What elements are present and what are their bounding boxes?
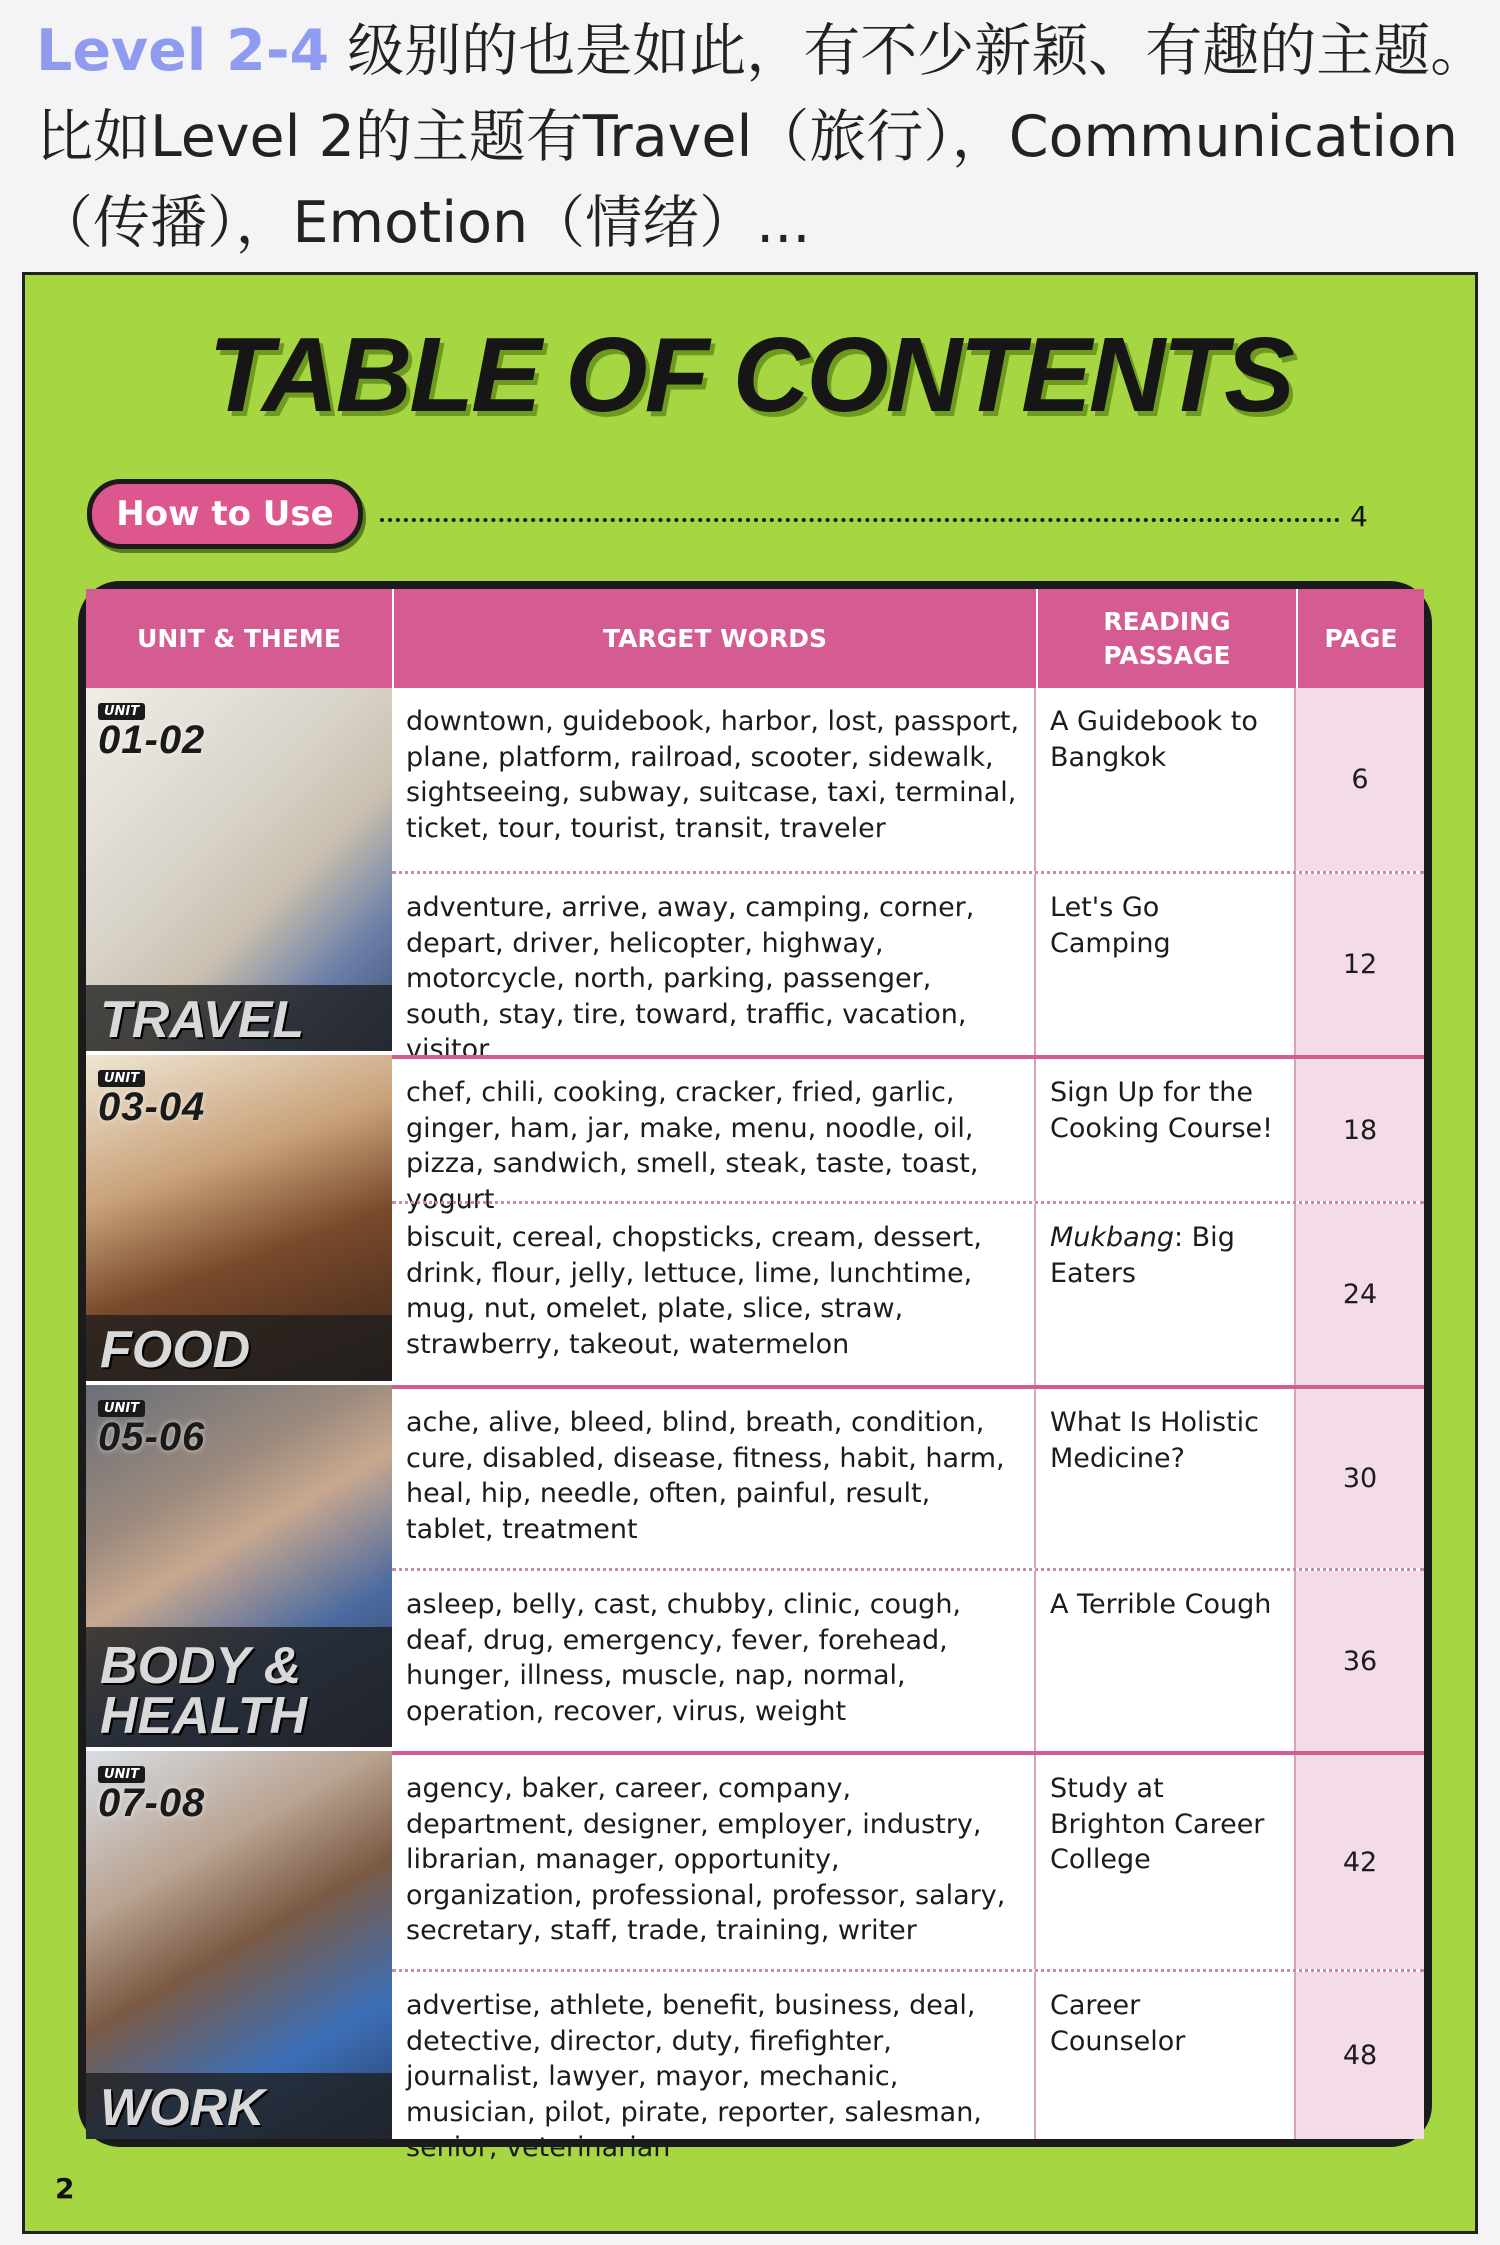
caption-line-3: （传播），Emotion（情绪）... xyxy=(36,190,811,256)
target-words: chef, chili, cooking, cracker, fried, garlic, ginger, ham, jar, make, menu, noodle, oil, pizza, sandwich, smell, steak, taste, toast, yogurt xyxy=(392,1059,1036,1201)
reading-passage: A Terrible Cough xyxy=(1036,1571,1296,1751)
unit-badge xyxy=(98,1763,205,1826)
target-words: downtown, guidebook, harbor, lost, passport, plane, platform, railroad, scooter, sidewalk, sightseeing, subway, suitcase, taxi, terminal, ticket, tour, tourist, transit, traveler xyxy=(392,688,1036,871)
unit-tag: UNIT xyxy=(98,1400,145,1417)
unit-tag: UNIT xyxy=(98,703,145,720)
unit-tag: UNIT xyxy=(98,1766,145,1783)
dotted-leader xyxy=(380,518,1340,522)
reading-passage: A Guidebook to Bangkok xyxy=(1036,688,1296,871)
table-row xyxy=(392,1969,1424,2163)
contents-table xyxy=(78,581,1432,2163)
header-target-words: TARGET WORDS xyxy=(392,589,1036,688)
reading-passage: What Is Holistic Medicine? xyxy=(1036,1389,1296,1568)
reading-passage: Sign Up for the Cooking Course! xyxy=(1036,1059,1296,1201)
target-words: biscuit, cereal, chopsticks, cream, dessert, drink, flour, jelly, lettuce, lime, lunchtime, mug, nut, omelet, plate, slice, straw, strawberry, takeout, watermelon xyxy=(392,1204,1036,1385)
page-footer-number: 2 xyxy=(55,2172,75,2205)
table-row xyxy=(392,1055,1424,1215)
unit-block-work xyxy=(86,1751,392,2139)
unit-number: 07-08 xyxy=(98,1781,206,1825)
caption-line-1-text: 级别的也是如此，有不少新颖、有趣的主题。 xyxy=(329,18,1488,84)
table-row xyxy=(392,1385,1424,1568)
passage-italic: Mukbang xyxy=(1050,1222,1174,1253)
page-number: 48 xyxy=(1296,1972,1424,2139)
header-unit-theme: UNIT & THEME xyxy=(137,623,341,653)
page-number: 6 xyxy=(1296,688,1424,871)
page-number: 18 xyxy=(1296,1059,1424,1201)
reading-passage: Study at Brighton Career College xyxy=(1036,1755,1296,1969)
page-number: 36 xyxy=(1296,1571,1424,1751)
unit-number: 01-02 xyxy=(98,718,206,762)
book-page xyxy=(22,272,1478,2234)
target-words: advertise, athlete, benefit, business, deal, detective, director, duty, firefighter, journalist, lawyer, mayor, mechanic, musician, pilot, pirate, reporter, salesman, senior, veterinarian xyxy=(392,1972,1036,2139)
table-row xyxy=(392,1201,1424,1385)
how-to-use-label: How to Use xyxy=(87,479,363,549)
unit-block-travel xyxy=(86,688,392,1055)
unit-badge xyxy=(98,1397,205,1460)
page-number: 42 xyxy=(1296,1755,1424,1969)
unit-number: 05-06 xyxy=(98,1415,206,1459)
table-row xyxy=(392,1751,1424,1969)
table-header xyxy=(86,589,1424,688)
reading-passage xyxy=(1036,1204,1296,1385)
table-row xyxy=(392,871,1424,1065)
target-words: agency, baker, career, company, department, designer, employer, industry, librarian, manager, opportunity, organization, professional, professor, salary, secretary, staff, trade, training, writer xyxy=(392,1755,1036,1969)
target-words: ache, alive, bleed, blind, breath, condition, cure, disabled, disease, fitness, habit, harm, heal, hip, needle, often, painful, result, tablet, treatment xyxy=(392,1389,1036,1568)
page-number: 30 xyxy=(1296,1389,1424,1568)
unit-badge xyxy=(98,700,205,763)
unit-block-body-health xyxy=(86,1385,392,1751)
reading-passage: Let's Go Camping xyxy=(1036,874,1296,1055)
table-row xyxy=(392,1568,1424,1751)
unit-block-food xyxy=(86,1055,392,1385)
caption-line-2: 比如Level 2的主题有Travel（旅行），Communication xyxy=(36,104,1459,170)
table-row xyxy=(392,688,1424,871)
page-number: 12 xyxy=(1296,874,1424,1055)
header-reading-passage: READING PASSAGE xyxy=(1036,589,1296,688)
target-words: asleep, belly, cast, chubby, clinic, cough, deaf, drug, emergency, fever, forehead, hunger, illness, muscle, nap, normal, operation, recover, virus, weight xyxy=(392,1571,1036,1751)
passage-rest: : Big Eaters xyxy=(1050,1222,1235,1289)
page-number: 24 xyxy=(1296,1204,1424,1385)
theme-name: TRAVEL xyxy=(100,991,305,1049)
theme-name: WORK xyxy=(100,2079,265,2137)
theme-name: FOOD xyxy=(100,1321,251,1379)
unit-tag: UNIT xyxy=(98,1070,145,1087)
reading-passage: Career Counselor xyxy=(1036,1972,1296,2139)
caption xyxy=(36,8,1488,266)
target-words: adventure, arrive, away, camping, corner, depart, driver, helicopter, highway, motorcycle, north, parking, passenger, south, stay, tire, toward, traffic, vacation, visitor xyxy=(392,874,1036,1055)
unit-badge xyxy=(98,1067,205,1130)
theme-name: BODY & HEALTH xyxy=(100,1637,308,1745)
header-page: PAGE xyxy=(1296,589,1424,688)
unit-number: 03-04 xyxy=(98,1085,206,1129)
page-title: TABLE OF CONTENTS xyxy=(208,316,1292,434)
caption-level: Level 2-4 xyxy=(36,18,330,84)
how-to-use-page: 4 xyxy=(1350,500,1368,533)
caption-line-1 xyxy=(36,8,1488,94)
